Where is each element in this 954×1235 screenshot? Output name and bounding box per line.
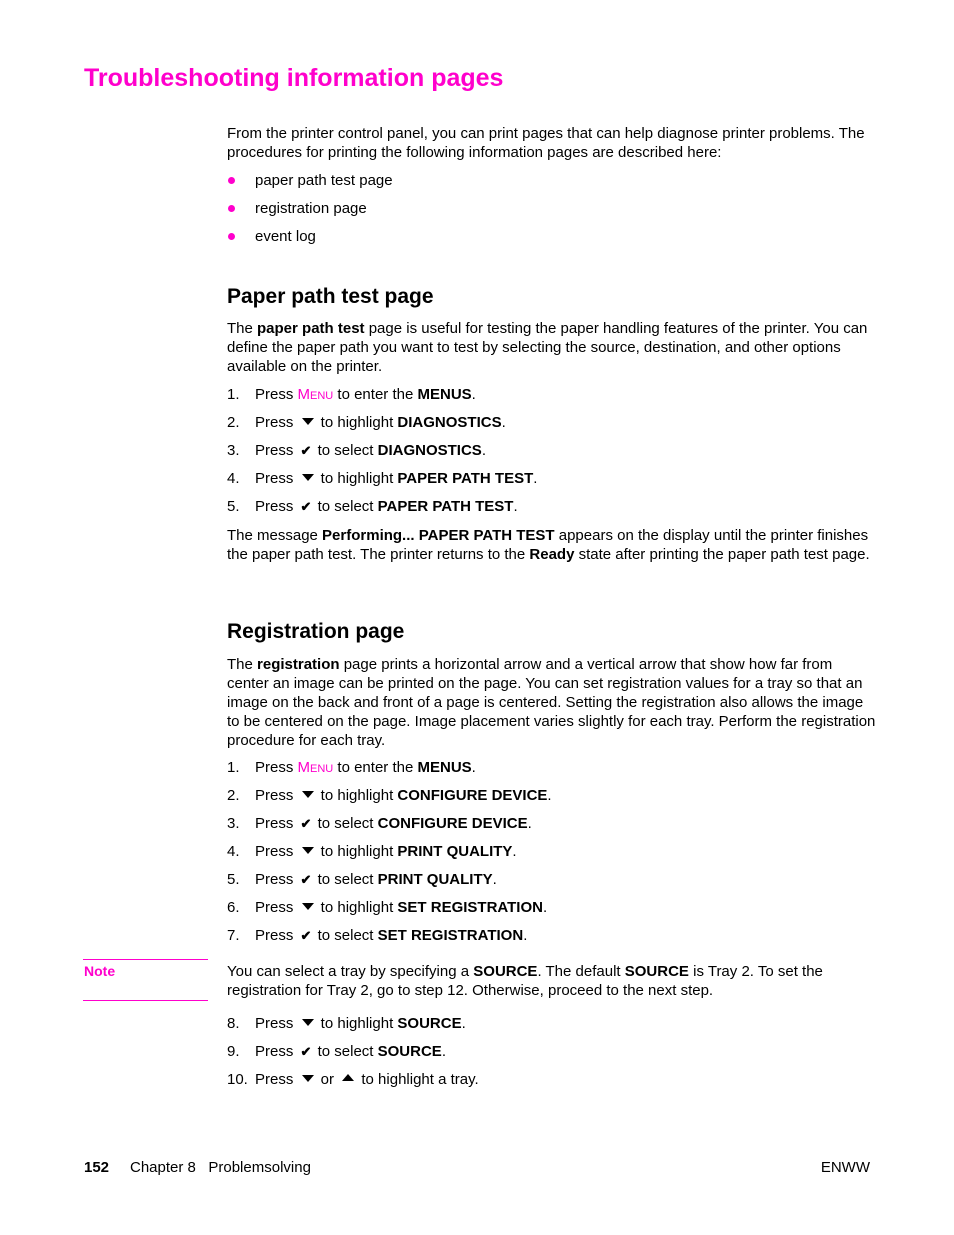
bullet-dot-icon [228, 205, 235, 212]
footer-chapter: Chapter 8 Problemsolving [130, 1159, 311, 1176]
page-title: Troubleshooting information pages [84, 64, 504, 92]
note-label: Note [84, 963, 116, 979]
up-arrow-icon [342, 1074, 354, 1081]
bullet-dot-icon [228, 233, 235, 240]
paper-path-paragraph: The paper path test page is useful for testing the paper handling features of the printer. You can define the paper path you want to test by selecting the source, destination, and other options available on the printer. [227, 320, 868, 375]
step-item: 2. Press to highlight DIAGNOSTICS. [227, 414, 506, 431]
step-item: 5. Press ✔ to select PAPER PATH TEST. [227, 498, 518, 515]
step-item: 8. Press to highlight SOURCE. [227, 1015, 466, 1032]
down-arrow-icon [302, 791, 314, 798]
checkmark-icon: ✔ [300, 499, 312, 514]
step-item: 5. Press ✔ to select PRINT QUALITY. [227, 871, 497, 888]
step-item: 6. Press to highlight SET REGISTRATION. [227, 899, 548, 916]
step-item: 3. Press ✔ to select DIAGNOSTICS. [227, 442, 486, 459]
bullet-dot-icon [228, 177, 235, 184]
page-number: 152 [84, 1159, 110, 1176]
down-arrow-icon [302, 474, 314, 481]
step-item: 2. Press to highlight CONFIGURE DEVICE. [227, 787, 552, 804]
step-item: 9. Press ✔ to select SOURCE. [227, 1043, 446, 1060]
down-arrow-icon [302, 1019, 314, 1026]
checkmark-icon: ✔ [300, 928, 312, 943]
menu-key-label: Menu [297, 759, 334, 776]
step-item: 7. Press ✔ to select SET REGISTRATION. [227, 927, 528, 944]
down-arrow-icon [302, 903, 314, 910]
footer-right-label: ENWW [820, 1159, 870, 1176]
section-heading-paper-path: Paper path test page [227, 285, 434, 308]
note-rule-bottom [83, 1000, 208, 1001]
registration-paragraph: The registration page prints a horizontal arrow and a vertical arrow that show how far from center an image can be printed on the page. You can set registration values for a tray so that an image on the back and front of a page is centered. Setting the registration also allows the image to be centered on the page. Image placement varies slightly for each tray. Perform the registration procedure for each tray. [227, 656, 876, 749]
note-text: You can select a tray by specifying a SOURCE. The default SOURCE is Tray 2. To set the registration for Tray 2, go to step 12. Otherwise, proceed to the next step. [227, 963, 823, 999]
step-item: 4. Press to highlight PRINT QUALITY. [227, 843, 517, 860]
checkmark-icon: ✔ [300, 872, 312, 887]
step-item: 10. Press or to highlight a tray. [227, 1071, 479, 1088]
down-arrow-icon [302, 418, 314, 425]
step-item: 3. Press ✔ to select CONFIGURE DEVICE. [227, 815, 532, 832]
checkmark-icon: ✔ [300, 1044, 312, 1059]
step-item: 1. Press Menu to enter the MENUS. [227, 386, 476, 403]
note-rule-top [83, 959, 208, 960]
checkmark-icon: ✔ [300, 816, 312, 831]
menu-key-label: Menu [297, 386, 334, 403]
step-item: 4. Press to highlight PAPER PATH TEST. [227, 470, 538, 487]
paper-path-message-paragraph: The message Performing... PAPER PATH TEST appears on the display until the printer finishes the paper path test. The printer returns to the Ready state after printing the paper path test page. [227, 527, 870, 563]
down-arrow-icon [302, 847, 314, 854]
intro-paragraph: From the printer control panel, you can print pages that can help diagnose printer problems. The procedures for printing the following information pages are described here: [227, 125, 865, 161]
down-arrow-icon [302, 1075, 314, 1082]
checkmark-icon: ✔ [300, 443, 312, 458]
step-item: 1. Press Menu to enter the MENUS. [227, 759, 476, 776]
section-heading-registration: Registration page [227, 620, 405, 643]
